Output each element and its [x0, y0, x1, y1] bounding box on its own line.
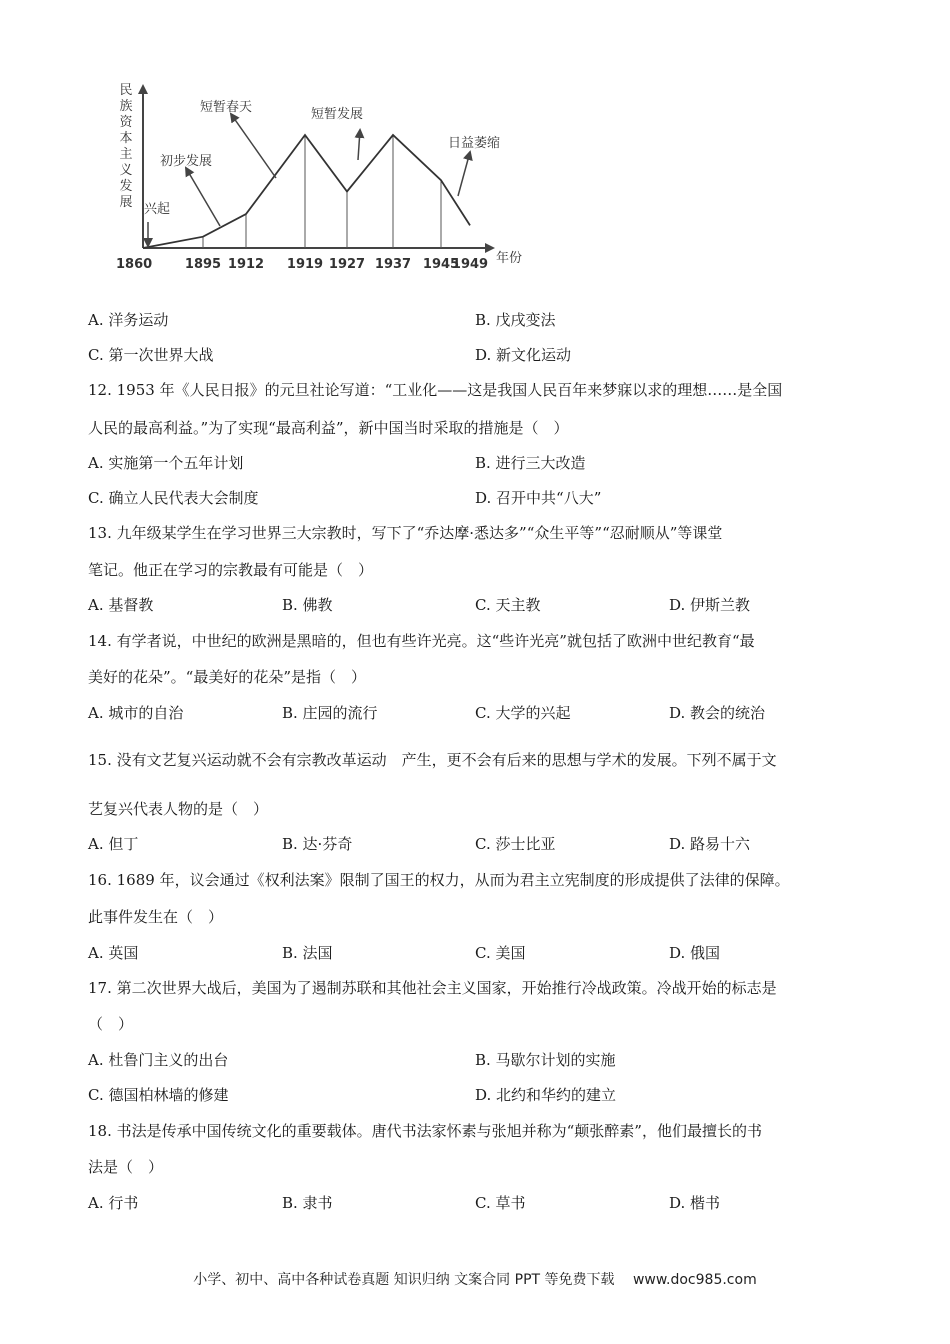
q16-stem-line2: 此事件发生在（ ）: [88, 908, 224, 926]
q16-option-a[interactable]: A. 英国: [88, 944, 139, 962]
annotation-label: 日益萎缩: [448, 136, 501, 151]
q12-stem-line1: 12. 1953 年《人民日报》的元旦社论写道：“工业化——这是我国人民百年来梦寐以求的理想……是全国: [88, 381, 783, 399]
q13-stem-line1: 13. 九年级某学生在学习世界三大宗教时，写下了“乔达摩·悉达多”“众生平等”“忍耐顺从”等课堂: [88, 524, 723, 542]
x-tick-label: 1927: [328, 257, 366, 272]
x-tick-label: 1860: [116, 257, 153, 272]
x-tick-label: 1919: [286, 257, 324, 272]
q15-option-d[interactable]: D. 路易十六: [669, 835, 751, 853]
q11-option-c[interactable]: C. 第一次世界大战: [88, 346, 214, 364]
q12-option-d[interactable]: D. 召开中共“八大”: [475, 489, 602, 507]
q14-option-c[interactable]: C. 大学的兴起: [475, 704, 571, 722]
q15-option-c[interactable]: C. 莎士比亚: [475, 835, 556, 853]
x-tick-labels: [116, 257, 488, 272]
capitalism-development-chart: [108, 78, 538, 278]
q17-option-a[interactable]: A. 杜鲁门主义的出台: [88, 1051, 229, 1069]
q14-option-b[interactable]: B. 庄园的流行: [282, 704, 378, 722]
q18-option-a[interactable]: A. 行书: [88, 1194, 139, 1212]
q11-option-d[interactable]: D. 新文化运动: [475, 346, 572, 364]
annotation-arrow: [186, 168, 220, 226]
y-label-char: 族: [119, 99, 133, 114]
y-label-char: 展: [119, 195, 133, 210]
q17-stem-line2: （ ）: [88, 1015, 134, 1033]
annotation-arrow: [231, 114, 276, 178]
annotation-label: 兴起: [144, 202, 171, 217]
annotation-label: 初步发展: [160, 154, 213, 169]
q18-stem-line1: 18. 书法是传承中国传统文化的重要载体。唐代书法家怀素与张旭并称为“颠张醉素”，他们最擅长的书: [88, 1122, 762, 1140]
x-axis-label: 年份: [496, 251, 523, 266]
q13-option-d[interactable]: D. 伊斯兰教: [669, 596, 751, 614]
q15-option-b[interactable]: B. 达·芬奇: [282, 835, 353, 853]
series-line: [143, 135, 470, 248]
x-tick-label: 1895: [184, 257, 222, 272]
q15-stem-line2: 艺复兴代表人物的是（ ）: [88, 800, 269, 818]
q12-option-c[interactable]: C. 确立人民代表大会制度: [88, 489, 259, 507]
page-footer: 小学、初中、高中各种试卷真题 知识归纳 文案合同 PPT 等免费下载 www.doc985.com: [193, 1272, 757, 1288]
x-tick-label: 1912: [227, 257, 265, 272]
q11-option-a[interactable]: A. 洋务运动: [88, 311, 169, 329]
q14-option-d[interactable]: D. 教会的统治: [669, 704, 766, 722]
annotation-label: 短暂发展: [311, 107, 364, 122]
q14-stem-line1: 14. 有学者说，中世纪的欧洲是黑暗的，但也有些许光亮。这“些许光亮”就包括了欧洲中世纪教育“最: [88, 632, 755, 650]
q13-option-c[interactable]: C. 天主教: [475, 596, 541, 614]
drop-lines: [203, 135, 441, 248]
y-label-char: 主: [119, 147, 133, 162]
q13-option-a[interactable]: A. 基督教: [88, 596, 154, 614]
q12-option-a[interactable]: A. 实施第一个五年计划: [88, 454, 244, 472]
x-tick-label: 1937: [374, 257, 412, 272]
q13-stem-line2: 笔记。他正在学习的宗教最有可能是（ ）: [88, 561, 374, 579]
q16-option-b[interactable]: B. 法国: [282, 944, 333, 962]
q18-option-c[interactable]: C. 草书: [475, 1194, 526, 1212]
y-label-char: 资: [119, 115, 133, 130]
q15-stem-line1: 15. 没有文艺复兴运动就不会有宗教改革运动 产生，更不会有后来的思想与学术的发展。下列不属于文: [88, 751, 777, 769]
q18-option-b[interactable]: B. 隶书: [282, 1194, 333, 1212]
annotation-arrow: [458, 152, 470, 196]
q17-stem-line1: 17. 第二次世界大战后，美国为了遏制苏联和其他社会主义国家，开始推行冷战政策。冷战开始的标志是: [88, 979, 777, 997]
y-label-char: 发: [119, 179, 133, 194]
y-label-char: 义: [119, 163, 133, 178]
q14-option-a[interactable]: A. 城市的自治: [88, 704, 184, 722]
y-label-char: 民: [119, 83, 133, 98]
q11-option-b[interactable]: B. 戊戌变法: [475, 311, 556, 329]
q17-option-d[interactable]: D. 北约和华约的建立: [475, 1086, 617, 1104]
x-tick-label: 1949: [451, 257, 489, 272]
q18-stem-line2: 法是（ ）: [88, 1158, 164, 1176]
q14-stem-line2: 美好的花朵”。“最美好的花朵”是指（ ）: [88, 668, 367, 686]
q16-option-d[interactable]: D. 俄国: [669, 944, 721, 962]
y-axis-label: [119, 83, 133, 210]
q17-option-c[interactable]: C. 德国柏林墙的修建: [88, 1086, 229, 1104]
q13-option-b[interactable]: B. 佛教: [282, 596, 333, 614]
q15-option-a[interactable]: A. 但丁: [88, 835, 139, 853]
y-label-char: 本: [119, 131, 133, 146]
annotation-label: 短暂春天: [200, 100, 253, 115]
q18-option-d[interactable]: D. 楷书: [669, 1194, 721, 1212]
q17-option-b[interactable]: B. 马歇尔计划的实施: [475, 1051, 616, 1069]
annotations: [144, 100, 500, 246]
q12-option-b[interactable]: B. 进行三大改造: [475, 454, 586, 472]
x-tick-label: 1945: [422, 257, 460, 272]
q16-option-c[interactable]: C. 美国: [475, 944, 526, 962]
q16-stem-line1: 16. 1689 年，议会通过《权利法案》限制了国王的权力，从而为君主立宪制度的形成提供了法律的保障。: [88, 871, 790, 889]
q12-stem-line2: 人民的最高利益。”为了实现“最高利益”，新中国当时采取的措施是（ ）: [88, 419, 569, 437]
annotation-arrow: [358, 130, 360, 160]
